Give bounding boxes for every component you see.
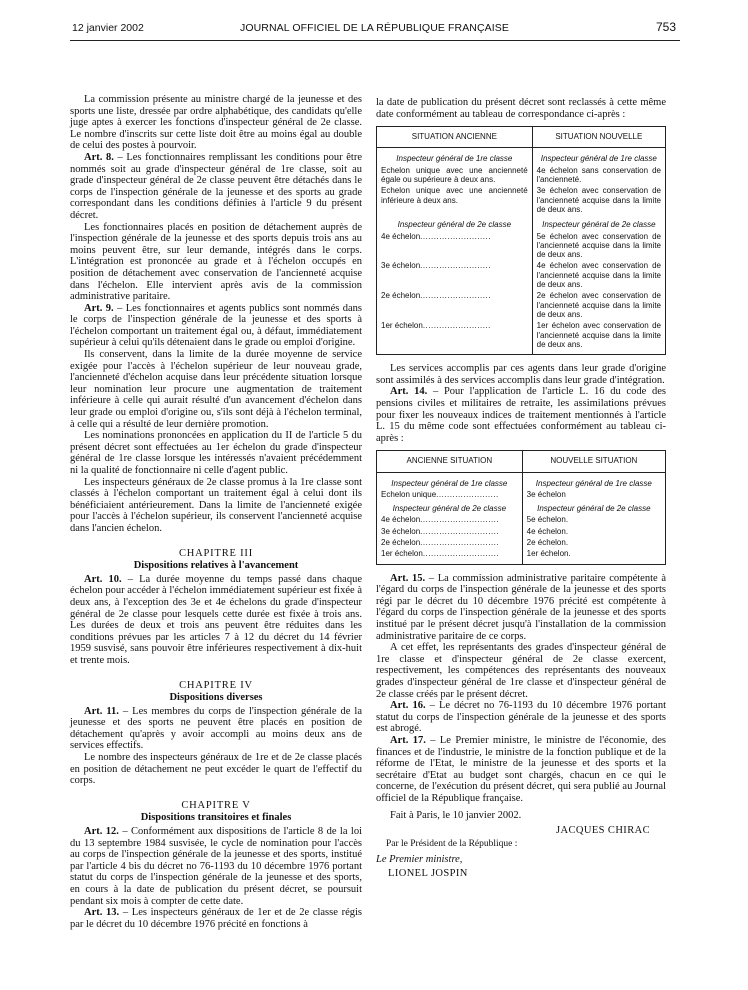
cell-text: 1er échelon bbox=[381, 549, 423, 559]
cell-text: 3e échelon bbox=[381, 261, 421, 271]
right-column bbox=[376, 97, 666, 880]
table-cell: 3e échelon bbox=[522, 489, 665, 500]
table-row bbox=[377, 500, 666, 514]
article-13 bbox=[70, 907, 362, 930]
table-cell: Inspecteur général de 1re classe bbox=[532, 148, 665, 165]
article-label: Art. 12. bbox=[84, 826, 119, 838]
table-cell: Inspecteur général de 1re classe bbox=[377, 148, 533, 165]
cell-text: Echelon unique bbox=[381, 489, 437, 499]
table-cell: 5e échelon avec conservation de l'ancienneté acquise dans la limite de deux ans. bbox=[532, 231, 665, 261]
page-header bbox=[0, 20, 748, 36]
table-header: NOUVELLE SITUATION bbox=[522, 451, 665, 472]
table-row bbox=[377, 320, 666, 354]
table-header: SITUATION NOUVELLE bbox=[532, 127, 665, 148]
article-text: – La durée moyenne du temps passé dans chaque échelon pour accéder à l'échelon immédiatement supérieur est fixée à deux ans, à l'exception des 3e et 4e échelons du grade d'inspecteur général de 2e classe pour lesquels cette durée est fixée à trois ans. Les durées de deux et trois ans peuvent être réduites dans les conditions prévues par les articles 7 à 12 du décret du 14 février 1959 susvisé, sans pouvoir être inférieures respectivement à dix-huit et trente mois. bbox=[70, 573, 362, 666]
article-text: – Les inspecteurs généraux de 1er et de 2e classe régis par le décret du 10 décembre 1976 précité en fonctions à bbox=[70, 907, 362, 930]
cell-text: 2e échelon bbox=[381, 291, 421, 301]
table-cell: Inspecteur général de 2e classe bbox=[532, 215, 665, 230]
table-row bbox=[377, 185, 666, 215]
cell-text: 4e échelon bbox=[381, 231, 421, 241]
article-text: – Les fonctionnaires remplissant les conditions pour être nommés soit au grade d'inspecteur général de 1re classe, soit au grade d'inspecteur général de 2e classe peuvent être détachés dans le corps de l'inspection générale de la jeunesse et des sports au grade correspondant dans les conditions définies à l'article 9 du présent décret. bbox=[70, 151, 362, 221]
article-14 bbox=[376, 386, 666, 444]
table-row bbox=[377, 231, 666, 261]
table-cell: 2e échelon. bbox=[522, 537, 665, 548]
article-16 bbox=[376, 700, 666, 735]
table-cell: 4e échelon sans conservation de l'ancienneté. bbox=[532, 165, 665, 186]
article-15 bbox=[376, 573, 666, 643]
chapter-heading: CHAPITRE V bbox=[181, 799, 251, 811]
prime-minister-title: Le Premier ministre, bbox=[376, 854, 463, 866]
table-cell: 2e échelon.......................... bbox=[377, 290, 533, 320]
article-11 bbox=[70, 706, 362, 752]
article-label: Art. 8. bbox=[84, 151, 114, 163]
article-8 bbox=[70, 152, 362, 222]
table-cell: 4e échelon.......................... bbox=[377, 231, 533, 261]
article-label: Art. 13. bbox=[84, 907, 120, 919]
table-cell: Inspecteur général de 2e classe bbox=[377, 215, 533, 230]
table-cell: Echelon unique avec une ancienneté inférieure à deux ans. bbox=[377, 185, 533, 215]
table-cell: Inspecteur général de 2e classe bbox=[522, 500, 665, 514]
paragraph: Le nombre des inspecteurs généraux de 1re et de 2e classe placés en position de détachement ne peut excéder le quart de l'effectif du corps. bbox=[70, 752, 362, 787]
article-label: Art. 10. bbox=[84, 573, 122, 585]
table-row bbox=[377, 165, 666, 186]
paragraph: Les nominations prononcées en application du II de l'article 5 du présent décret sont effectuées au 1er échelon du grade d'inspecteur général de 1re classe lorsque les intéressés n'avaient précédemment ni la qualité de fonctionnaire ni celle d'agent public. bbox=[70, 430, 362, 476]
table-cell: 4e échelon. bbox=[522, 526, 665, 537]
table-row bbox=[377, 548, 666, 564]
article-text: – Les fonctionnaires et agents publics sont nommés dans le corps de l'inspection générale de la jeunesse et des sports à l'échelon comportant un traitement égal ou, à défaut, immédiatement supérieur à celui qu'ils détenaient dans le grade ou emploi d'origine. bbox=[70, 302, 362, 349]
paragraph: A cet effet, les représentants des grades d'inspecteur général de 1re classe et d'inspecteur général de 2e classe exercent, respectivement, les compétences des représentants des nouveaux grades d'inspecteur général de 1re classe et d'inspecteur général de 2e classe créés par le présent décret. bbox=[376, 642, 666, 700]
table-row bbox=[377, 290, 666, 320]
article-12 bbox=[70, 826, 362, 907]
cell-text: 3e échelon bbox=[381, 526, 421, 536]
cell-text: 2e échelon bbox=[381, 538, 421, 548]
table-cell: 3e échelon............................. bbox=[377, 526, 523, 537]
cell-text: 4e échelon bbox=[381, 515, 421, 525]
table-row bbox=[377, 537, 666, 548]
header-date: 12 janvier 2002 bbox=[72, 22, 144, 34]
paragraph: Les inspecteurs généraux de 2e classe promus à la 1re classe sont classés à l'échelon comportant un traitement égal à celui dont ils bénéficiaient antérieurement. Dans la limite de l'ancienneté exigée pour l'accès à l'échelon supérieur, ils conservent l'ancienneté acquise dans l'ancien échelon. bbox=[70, 476, 362, 534]
table-cell: 2e échelon............................. bbox=[377, 537, 523, 548]
left-column bbox=[70, 94, 362, 930]
chapter-heading: CHAPITRE IV bbox=[179, 679, 253, 691]
article-text: – Conformément aux dispositions de l'article 8 de la loi du 13 septembre 1984 susvisée, le cycle de nomination pour l'accès au corps de l'inspection générale de la jeunesse et des sports, institué par l'article 4 bis du décret no 76-1193 du 10 décembre 1976 portant statut du corps de l'inspection générale de la jeunesse et des sports, en cours à la date de publication du présent décret, se poursuit pendant six mois à compter de cette date. bbox=[70, 826, 362, 907]
article-label: Art. 9. bbox=[84, 302, 114, 314]
paragraph: Les fonctionnaires placés en position de détachement auprès de l'inspection générale de la jeunesse et des sports depuis trois ans au moins peuvent être, sur leur demande, intégrés dans le corps. L'intégration est prononcée au grade et à l'échelon occupés en position de détachement avec conservation de l'ancienneté acquise dans l'échelon. Elle intervient après avis de la commission administrative paritaire. bbox=[70, 221, 362, 303]
chapter-heading: CHAPITRE III bbox=[178, 547, 254, 559]
paragraph: Les services accomplis par ces agents dans leur grade d'origine sont assimilés à des services accomplis dans leur grade d'intégration. bbox=[376, 363, 666, 386]
table-row bbox=[377, 148, 666, 165]
table-cell: 3e échelon avec conservation de l'ancienneté acquise dans la limite de deux ans. bbox=[532, 185, 665, 215]
table-cell: 1er échelon......................... bbox=[377, 320, 533, 354]
table-row bbox=[377, 260, 666, 290]
header-rule bbox=[70, 40, 680, 41]
table-cell: Echelon unique....................... bbox=[377, 489, 523, 500]
table-cell: 1er échelon. bbox=[522, 548, 665, 564]
article-label: Art. 11. bbox=[84, 705, 119, 717]
table-cell: Inspecteur général de 2e classe bbox=[377, 500, 523, 514]
table-row bbox=[377, 526, 666, 537]
article-text: – Le décret no 76-1193 du 10 décembre 1976 portant statut du corps de l'inspection générale de la jeunesse et des sports est abrogé. bbox=[376, 700, 666, 735]
table-cell: 4e échelon............................. bbox=[377, 514, 523, 525]
article-label: Art. 17. bbox=[390, 734, 426, 746]
article-text: – Pour l'application de l'article L. 16 du code des pensions civiles et militaires de retraite, les assimilations prévues pour fixer les nouveaux indices de traitement mentionnés à l'article L. 15 du même code sont effectuées conformément au tableau ci-après : bbox=[376, 386, 666, 444]
section-heading: Dispositions relatives à l'avancement bbox=[133, 560, 299, 572]
cell-text: 1er échelon bbox=[381, 321, 423, 331]
table-cell: 5e échelon. bbox=[522, 514, 665, 525]
article-text: – Le Premier ministre, le ministre de l'économie, des finances et de l'industrie, le ministre de la fonction publique et de la réforme de l'Etat, le ministre de la jeunesse et des sports et la secrétaire d'Etat au budget sont chargés, chacun en ce qui le concerne, de l'exécution du présent décret, qui sera publié au Journal officiel de la République française. bbox=[376, 734, 666, 804]
table-cell: 2e échelon avec conservation de l'ancienneté acquise dans la limite de deux ans. bbox=[532, 290, 665, 320]
article-text: – La commission administrative paritaire compétente à l'égard du corps de l'inspection générale de la jeunesse et des sports régi par le décret du 10 décembre 1976 précité est compétente à l'égard du corps de l'inspection générale de la jeunesse et des sports institué par le présent décret jusqu'à l'installation de la commission administrative paritaire de ce corps. bbox=[376, 572, 666, 642]
table-header: ANCIENNE SITUATION bbox=[377, 451, 523, 472]
table-cell: 1er échelon avec conservation de l'ancienneté acquise dans la limite de deux ans. bbox=[532, 320, 665, 354]
table-cell: 4e échelon avec conservation de l'ancienneté acquise dans la limite de deux ans. bbox=[532, 260, 665, 290]
table-row bbox=[377, 472, 666, 489]
header-journal-title: JOURNAL OFFICIEL DE LA RÉPUBLIQUE FRANÇAISE bbox=[240, 22, 509, 34]
table-cell: 1er échelon............................ bbox=[377, 548, 523, 564]
article-label: Art. 16. bbox=[390, 700, 426, 712]
prime-minister-name: LIONEL JOSPIN bbox=[388, 867, 468, 879]
article-label: Art. 15. bbox=[390, 572, 426, 584]
article-10 bbox=[70, 574, 362, 667]
paragraph: la date de publication du présent décret sont reclassés à cette même date conformément au tableau de correspondance ci-après : bbox=[376, 97, 666, 120]
table-row bbox=[377, 514, 666, 525]
article-17 bbox=[376, 735, 666, 805]
paragraph: Ils conservent, dans la limite de la durée moyenne de service exigée pour l'accès à l'échelon supérieur de leur nouveau grade, l'ancienneté d'échelon acquise dans leur précédente situation lorsque leur nomination leur procure une augmentation de traitement inférieure à celle qui aurait résulté d'un avancement d'échelon dans leur grade ou emploi d'origine ou, s'ils sont déjà à l'échelon terminal, à celle qui a résulté de leur dernière promotion. bbox=[70, 349, 362, 430]
section-heading: Dispositions diverses bbox=[169, 692, 263, 704]
table-row bbox=[377, 215, 666, 230]
paragraph: La commission présente au ministre chargé de la jeunesse et des sports une liste, dressée par ordre alphabétique, des candidats qu'elle juge aptes à exercer les fonctions d'inspecteur général de 2e classe. Le nombre d'inscrits sur cette liste doit être au moins égal au double de celui des postes à pourvoir. bbox=[70, 94, 362, 152]
table-header: SITUATION ANCIENNE bbox=[377, 127, 533, 148]
correspondence-table bbox=[376, 126, 666, 355]
table-cell: 3e échelon.......................... bbox=[377, 260, 533, 290]
pension-assimilation-table bbox=[376, 450, 666, 564]
table-cell: Echelon unique avec une ancienneté égale ou supérieure à deux ans. bbox=[377, 165, 533, 186]
article-label: Art. 14. bbox=[390, 386, 428, 398]
article-9 bbox=[70, 303, 362, 349]
table-row bbox=[377, 489, 666, 500]
section-heading: Dispositions transitoires et finales bbox=[140, 812, 292, 824]
article-text: – Les membres du corps de l'inspection générale de la jeunesse et des sports ne peuvent être placés en position de détachement qu'après y avoir accompli au moins deux ans de services effectifs. bbox=[70, 705, 362, 752]
signer-name: JACQUES CHIRAC bbox=[556, 825, 650, 837]
header-page-number: 753 bbox=[655, 20, 676, 34]
table-cell: Inspecteur général de 1re classe bbox=[522, 472, 665, 489]
signature-by-line: Par le Président de la République : bbox=[386, 838, 518, 849]
signature-date: Fait à Paris, le 10 janvier 2002. bbox=[390, 809, 522, 821]
table-cell: Inspecteur général de 1re classe bbox=[377, 472, 523, 489]
